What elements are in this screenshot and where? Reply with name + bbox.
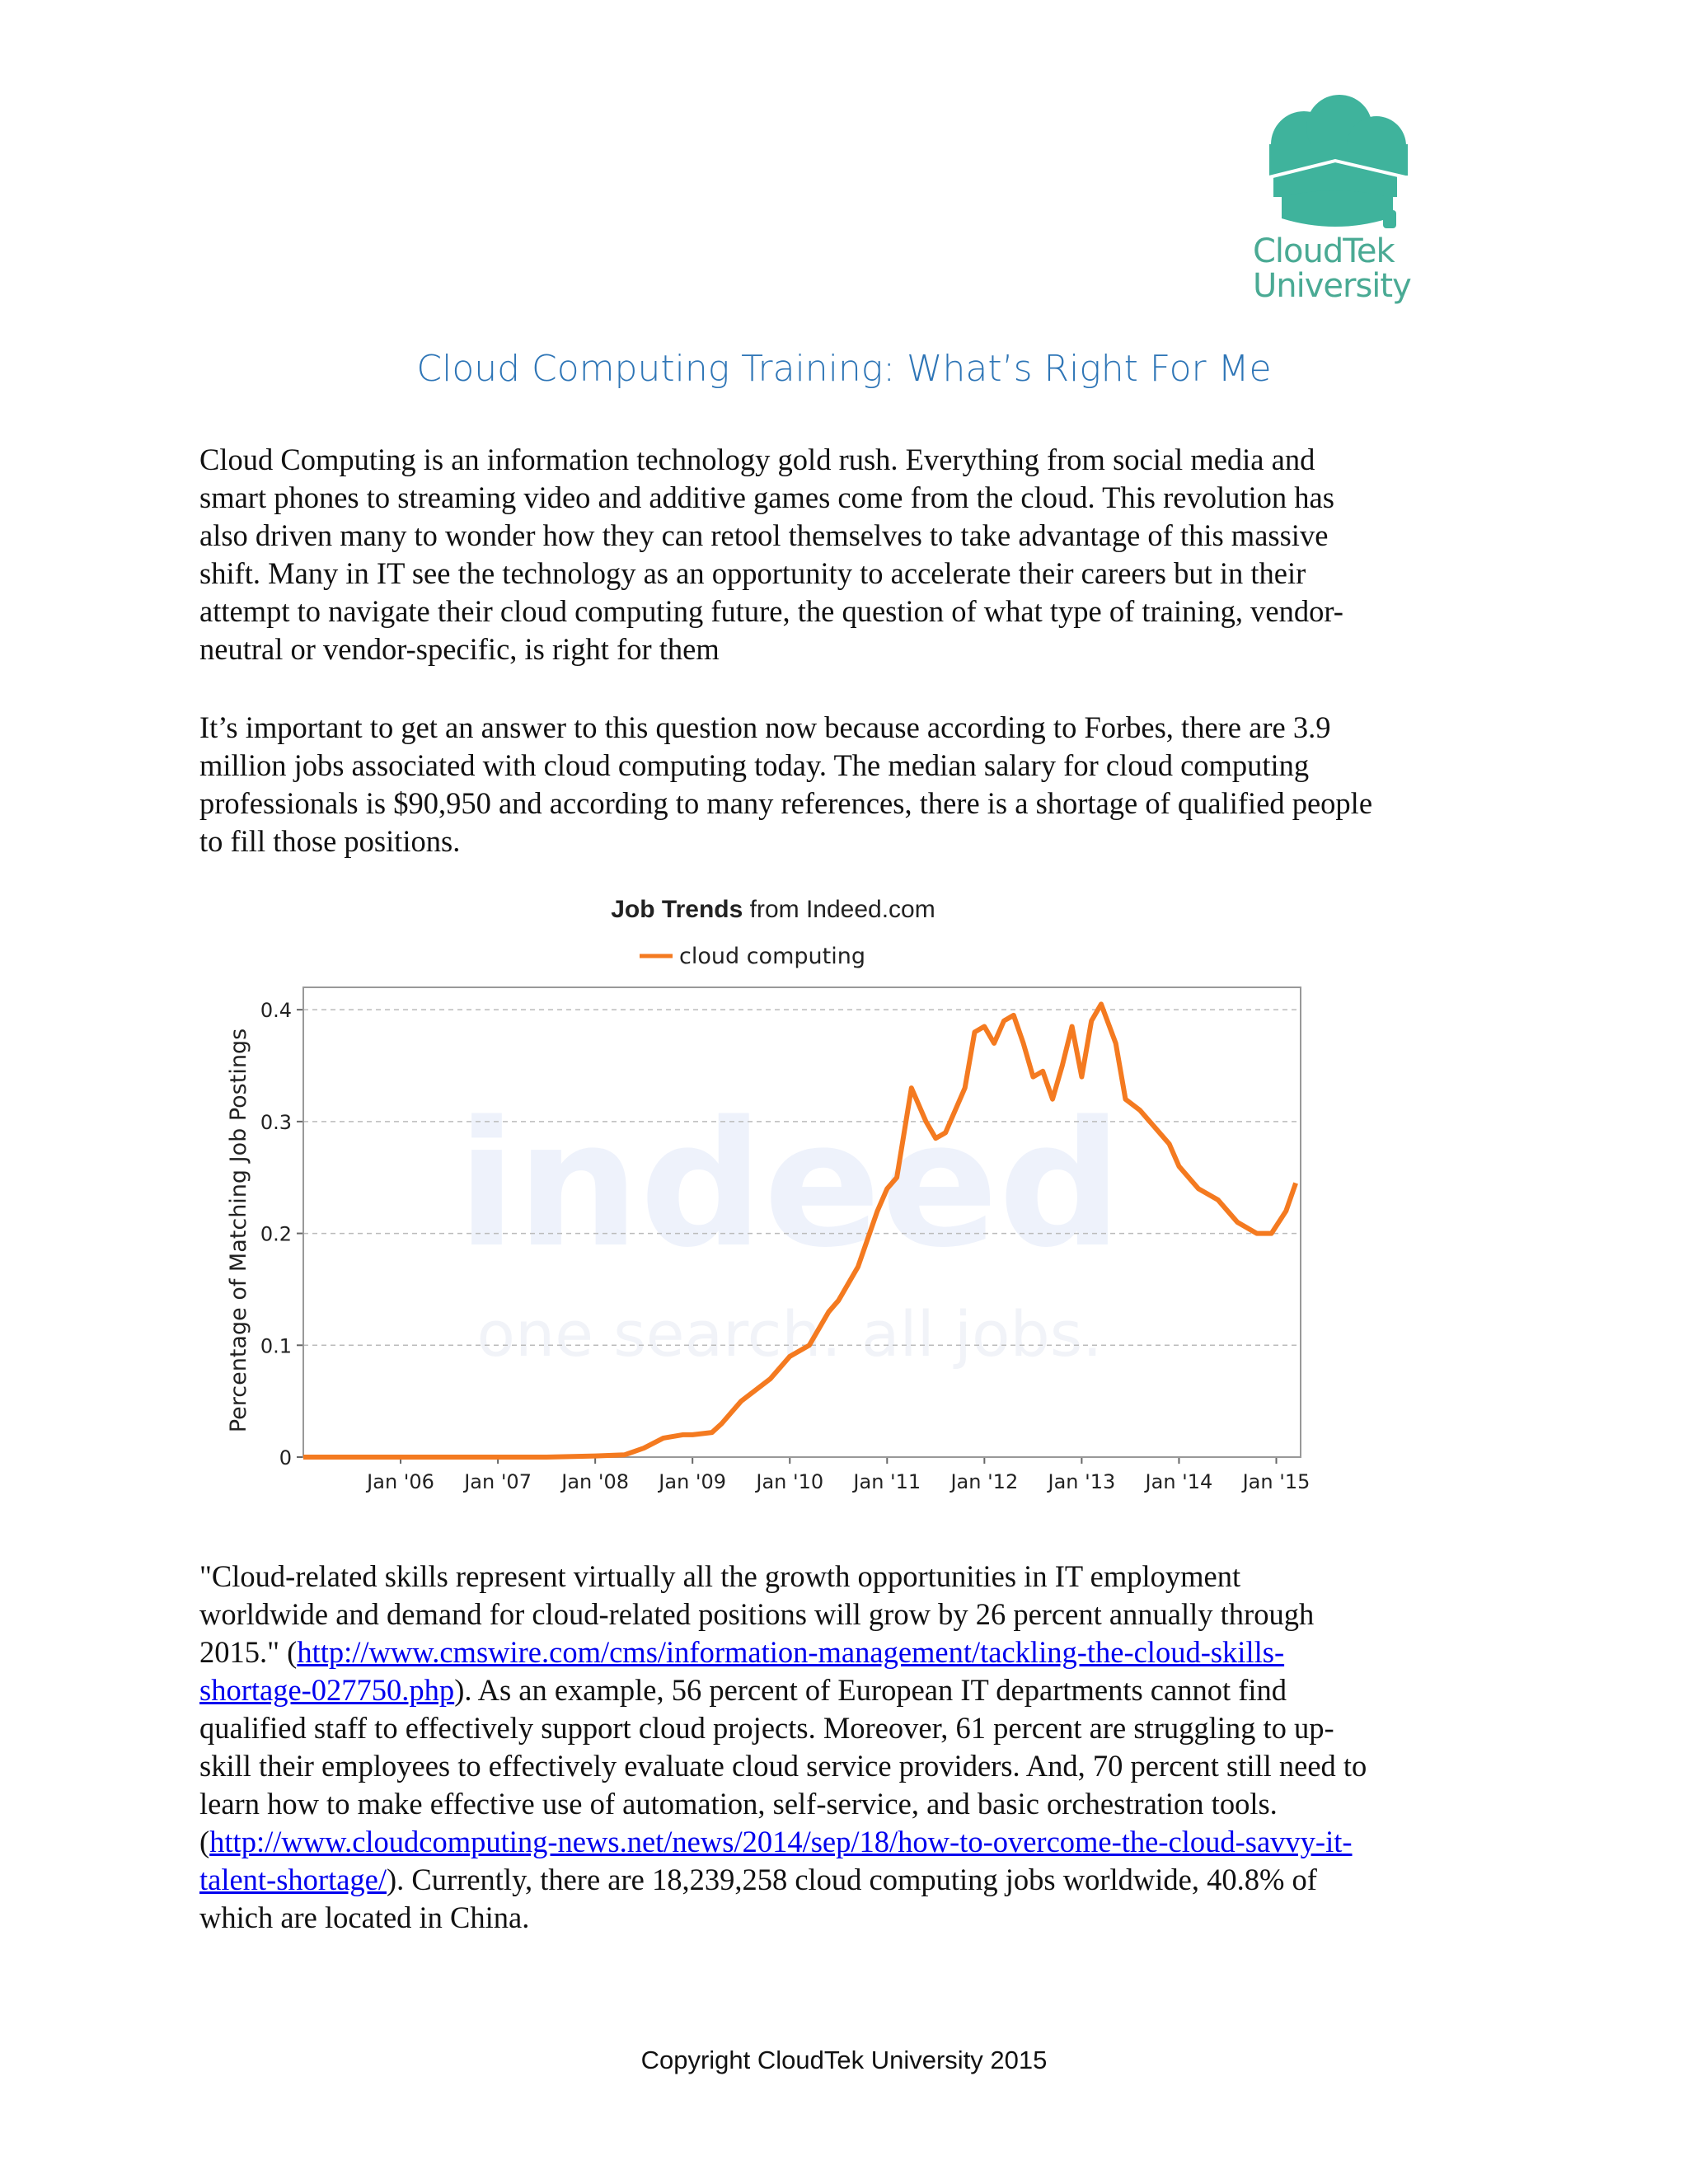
quote-text-3: ). Currently, there are 18,239,258 cloud computing jobs worldwide, 40.8% of which are located in China. bbox=[199, 1863, 1317, 1934]
y-tick-label: 0.2 bbox=[260, 1222, 292, 1246]
watermark-tagline: one search. all jobs. bbox=[476, 1297, 1103, 1371]
cloudtek-logo bbox=[1253, 95, 1418, 309]
indeed-watermark bbox=[457, 1084, 1123, 1371]
x-tick-label: Jan '11 bbox=[853, 1470, 921, 1493]
y-tick-label: 0.1 bbox=[260, 1334, 292, 1358]
x-tick-label: Jan '15 bbox=[1242, 1470, 1311, 1493]
x-tick-label: Jan '14 bbox=[1145, 1470, 1213, 1493]
y-tick-label: 0.4 bbox=[260, 999, 292, 1023]
page-title: Cloud Computing Training: What’s Right For Me bbox=[416, 348, 1272, 390]
graduation-cloud-icon bbox=[1253, 95, 1418, 235]
logo-text-line1: CloudTek bbox=[1253, 232, 1395, 270]
chart-title: Job Trends from Indeed.com bbox=[611, 896, 935, 923]
job-trends-chart bbox=[213, 894, 1334, 1529]
cloudcomputing-news-link[interactable]: http://www.cloudcomputing-news.net/news/2014/sep/18/how-to-overcome-the-cloud-savvy-it- talent-shortage/ bbox=[199, 1825, 1353, 1896]
x-tick-label: Jan '06 bbox=[367, 1470, 434, 1493]
footer-copyright: Copyright CloudTek University 2015 bbox=[640, 2046, 1048, 2074]
y-axis-label: Percentage of Matching Job Postings bbox=[226, 1028, 251, 1433]
quote-text-2: ). As an example, 56 percent of European IT departments cannot find qualified staff to effectively support cloud projects. Moreover, 61 percent are struggling to up- skill their employees to effectively evaluate cloud service providers. And, 70 percent still need to learn how to make effective use of automation, self-service, and basic orchestration tools. ( bbox=[199, 1673, 1367, 1858]
x-tick-label: Jan '13 bbox=[1048, 1470, 1116, 1493]
jobs-paragraph: It’s important to get an answer to this question now because according to Forbes, there are 3.9 million jobs associated with cloud computing today. The median salary for cloud computing professionals is $90,950 and according to many references, there is a shortage of qualified people to fill those positions. bbox=[199, 710, 1373, 858]
logo-text-line2: University bbox=[1253, 267, 1411, 305]
legend-label: cloud computing bbox=[679, 944, 865, 969]
x-tick-label: Jan '09 bbox=[659, 1470, 727, 1493]
y-tick-label: 0 bbox=[279, 1446, 292, 1469]
y-tick-label: 0.3 bbox=[260, 1110, 292, 1134]
x-tick-label: Jan '07 bbox=[464, 1470, 532, 1493]
x-tick-label: Jan '10 bbox=[756, 1470, 824, 1493]
intro-paragraph: Cloud Computing is an information technology gold rush. Everything from social media and smart phones to streaming video and additive games come from the cloud. This revolution has also driven many to wonder how they can retool themselves to take advantage of this massive shift. Many in IT see the technology as an opportunity to accelerate their careers but in their attempt to navigate their cloud computing future, the question of what type of training, vendor- neutral or vendor-specific, is right for them bbox=[199, 443, 1343, 666]
quote-paragraph bbox=[199, 1558, 1518, 1937]
cmswire-link[interactable]: http://www.cmswire.com/cms/information-management/tackling-the-cloud-skills- shortage-027750.php bbox=[199, 1635, 1285, 1707]
watermark-logo-text: indeed bbox=[457, 1084, 1123, 1286]
quote-text-1: "Cloud-related skills represent virtually all the growth opportunities in IT employment worldwide and demand for cloud-related positions will grow by 26 percent annually through 2015." ( bbox=[199, 1559, 1315, 1669]
x-tick-label: Jan '12 bbox=[950, 1470, 1019, 1493]
x-tick-label: Jan '08 bbox=[561, 1470, 630, 1493]
